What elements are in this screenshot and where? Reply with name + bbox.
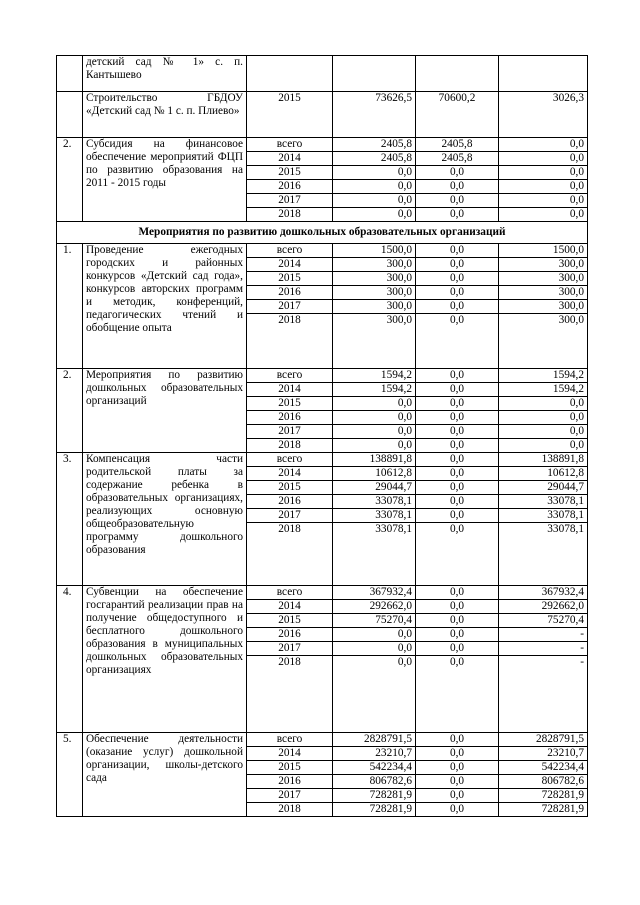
regional-cell: 300,0 <box>499 258 588 272</box>
regional-cell: 1594,2 <box>499 369 588 383</box>
table-row <box>57 138 588 152</box>
total-cell: 367932,4 <box>333 586 416 600</box>
regional-cell: 300,0 <box>499 314 588 369</box>
regional-cell: 0,0 <box>499 180 588 194</box>
item-number <box>57 92 83 138</box>
federal-cell: 70600,2 <box>416 92 499 138</box>
total-cell: 292662,0 <box>333 600 416 614</box>
year-cell: 2016 <box>247 628 333 642</box>
total-cell: 300,0 <box>333 314 416 369</box>
year-cell: 2016 <box>247 180 333 194</box>
regional-cell: 728281,9 <box>499 789 588 803</box>
total-cell: 0,0 <box>333 425 416 439</box>
federal-cell: 0,0 <box>416 314 499 369</box>
total-cell: 300,0 <box>333 300 416 314</box>
federal-cell: 0,0 <box>416 747 499 761</box>
federal-cell: 0,0 <box>416 467 499 481</box>
regional-cell: 300,0 <box>499 272 588 286</box>
total-cell: 728281,9 <box>333 803 416 817</box>
total-cell: 728281,9 <box>333 789 416 803</box>
item-name: Строительство ГБДОУ «Детский сад № 1 с. п. Плиево» <box>83 92 247 138</box>
total-cell: 10612,8 <box>333 467 416 481</box>
regional-cell: 806782,6 <box>499 775 588 789</box>
regional-cell: 1500,0 <box>499 244 588 258</box>
table-row <box>57 453 588 467</box>
federal-cell <box>416 56 499 92</box>
year-cell: 2014 <box>247 258 333 272</box>
federal-cell: 0,0 <box>416 586 499 600</box>
total-cell: 300,0 <box>333 272 416 286</box>
federal-cell: 0,0 <box>416 286 499 300</box>
federal-cell: 0,0 <box>416 614 499 628</box>
federal-cell: 0,0 <box>416 481 499 495</box>
federal-cell: 0,0 <box>416 244 499 258</box>
federal-cell: 0,0 <box>416 495 499 509</box>
item-number: 2. <box>57 138 83 222</box>
federal-cell: 0,0 <box>416 383 499 397</box>
total-cell: 23210,7 <box>333 747 416 761</box>
year-cell <box>247 56 333 92</box>
year-cell: 2014 <box>247 467 333 481</box>
total-cell: 0,0 <box>333 208 416 222</box>
federal-cell: 0,0 <box>416 397 499 411</box>
table-row <box>57 244 588 258</box>
regional-cell: - <box>499 656 588 733</box>
total-cell: 0,0 <box>333 628 416 642</box>
total-cell: 2405,8 <box>333 152 416 166</box>
regional-cell: 0,0 <box>499 411 588 425</box>
federal-cell: 0,0 <box>416 411 499 425</box>
year-cell: 2017 <box>247 642 333 656</box>
total-cell: 73626,5 <box>333 92 416 138</box>
total-cell: 1594,2 <box>333 383 416 397</box>
year-cell: 2017 <box>247 425 333 439</box>
federal-cell: 0,0 <box>416 600 499 614</box>
total-cell: 1594,2 <box>333 369 416 383</box>
federal-cell: 0,0 <box>416 180 499 194</box>
year-cell: 2017 <box>247 509 333 523</box>
year-cell: 2018 <box>247 656 333 733</box>
item-name: Проведение ежегодных городских и районных конкурсов «Детский сад года», конкурсов авторских программ и методик, конференций, педагогических чтений и обобщение опыта <box>83 244 247 369</box>
regional-cell: 33078,1 <box>499 509 588 523</box>
regional-cell: - <box>499 628 588 642</box>
total-cell: 0,0 <box>333 194 416 208</box>
federal-cell: 0,0 <box>416 208 499 222</box>
item-name: Субвенции на обеспечение госгарантий реализации прав на получение общедоступного и бесплатного дошкольного образования в муниципальных дошкольных образовательных организациях <box>83 586 247 733</box>
total-cell: 1500,0 <box>333 244 416 258</box>
year-cell: 2014 <box>247 383 333 397</box>
year-cell: 2016 <box>247 286 333 300</box>
year-cell: 2015 <box>247 761 333 775</box>
regional-cell: 0,0 <box>499 152 588 166</box>
total-cell: 300,0 <box>333 258 416 272</box>
total-cell: 75270,4 <box>333 614 416 628</box>
section-header-row <box>57 222 588 244</box>
regional-cell: 0,0 <box>499 194 588 208</box>
regional-cell: 75270,4 <box>499 614 588 628</box>
regional-cell: 0,0 <box>499 425 588 439</box>
regional-cell: 300,0 <box>499 286 588 300</box>
regional-cell: 728281,9 <box>499 803 588 817</box>
item-number: 3. <box>57 453 83 586</box>
year-cell: 2016 <box>247 775 333 789</box>
regional-cell: 0,0 <box>499 439 588 453</box>
regional-cell: 3026,3 <box>499 92 588 138</box>
federal-cell: 0,0 <box>416 803 499 817</box>
year-cell: 2014 <box>247 600 333 614</box>
item-name: Обеспечение деятельности (оказание услуг) дошкольной организации, школы-детского сада <box>83 733 247 817</box>
regional-cell: 0,0 <box>499 397 588 411</box>
item-number: 2. <box>57 369 83 453</box>
year-cell: 2015 <box>247 272 333 286</box>
regional-cell <box>499 56 588 92</box>
item-name: детский сад № 1» с. п. Кантышево <box>83 56 247 92</box>
federal-cell: 0,0 <box>416 194 499 208</box>
item-name: Субсидия на финансовое обеспечение мероприятий ФЦП по развитию образования на 2011 - 2015 годы <box>83 138 247 222</box>
total-cell: 33078,1 <box>333 509 416 523</box>
total-cell <box>333 56 416 92</box>
year-cell: 2017 <box>247 194 333 208</box>
table-row <box>57 92 588 138</box>
regional-cell: 542234,4 <box>499 761 588 775</box>
total-cell: 542234,4 <box>333 761 416 775</box>
table-row <box>57 56 588 92</box>
federal-cell: 0,0 <box>416 642 499 656</box>
year-cell: 2015 <box>247 92 333 138</box>
year-cell: 2017 <box>247 789 333 803</box>
regional-cell: 0,0 <box>499 208 588 222</box>
year-cell: всего <box>247 733 333 747</box>
item-number: 5. <box>57 733 83 817</box>
federal-cell: 0,0 <box>416 509 499 523</box>
regional-cell: 367932,4 <box>499 586 588 600</box>
regional-cell: 33078,1 <box>499 523 588 586</box>
regional-cell: 138891,8 <box>499 453 588 467</box>
year-cell: всего <box>247 453 333 467</box>
table-row <box>57 369 588 383</box>
total-cell: 2828791,5 <box>333 733 416 747</box>
year-cell: 2018 <box>247 523 333 586</box>
regional-cell: 23210,7 <box>499 747 588 761</box>
year-cell: 2016 <box>247 495 333 509</box>
federal-cell: 0,0 <box>416 425 499 439</box>
year-cell: 2018 <box>247 208 333 222</box>
budget-table <box>56 55 588 817</box>
item-name: Компенсация части родительской платы за содержание ребенка в образовательных организациях, реализующих основную общеобразовательную программу дошкольного образования <box>83 453 247 586</box>
regional-cell: 0,0 <box>499 138 588 152</box>
regional-cell: 2828791,5 <box>499 733 588 747</box>
year-cell: всего <box>247 138 333 152</box>
total-cell: 300,0 <box>333 286 416 300</box>
total-cell: 138891,8 <box>333 453 416 467</box>
regional-cell: 33078,1 <box>499 495 588 509</box>
federal-cell: 0,0 <box>416 166 499 180</box>
regional-cell: 10612,8 <box>499 467 588 481</box>
year-cell: 2014 <box>247 152 333 166</box>
federal-cell: 0,0 <box>416 369 499 383</box>
year-cell: 2015 <box>247 166 333 180</box>
regional-cell: - <box>499 642 588 656</box>
item-number: 4. <box>57 586 83 733</box>
federal-cell: 0,0 <box>416 300 499 314</box>
total-cell: 29044,7 <box>333 481 416 495</box>
regional-cell: 300,0 <box>499 300 588 314</box>
federal-cell: 0,0 <box>416 775 499 789</box>
item-name: Мероприятия по развитию дошкольных образовательных организаций <box>83 369 247 453</box>
year-cell: всего <box>247 244 333 258</box>
year-cell: 2014 <box>247 747 333 761</box>
year-cell: 2018 <box>247 803 333 817</box>
year-cell: всего <box>247 586 333 600</box>
federal-cell: 0,0 <box>416 628 499 642</box>
total-cell: 2405,8 <box>333 138 416 152</box>
total-cell: 0,0 <box>333 439 416 453</box>
item-number: 1. <box>57 244 83 369</box>
total-cell: 0,0 <box>333 397 416 411</box>
year-cell: 2018 <box>247 439 333 453</box>
regional-cell: 292662,0 <box>499 600 588 614</box>
budget-table-body <box>57 56 588 817</box>
year-cell: 2015 <box>247 397 333 411</box>
federal-cell: 2405,8 <box>416 138 499 152</box>
federal-cell: 0,0 <box>416 789 499 803</box>
year-cell: всего <box>247 369 333 383</box>
federal-cell: 0,0 <box>416 761 499 775</box>
total-cell: 0,0 <box>333 411 416 425</box>
regional-cell: 1594,2 <box>499 383 588 397</box>
federal-cell: 0,0 <box>416 656 499 733</box>
federal-cell: 2405,8 <box>416 152 499 166</box>
federal-cell: 0,0 <box>416 258 499 272</box>
federal-cell: 0,0 <box>416 733 499 747</box>
federal-cell: 0,0 <box>416 272 499 286</box>
federal-cell: 0,0 <box>416 523 499 586</box>
total-cell: 33078,1 <box>333 495 416 509</box>
federal-cell: 0,0 <box>416 453 499 467</box>
total-cell: 33078,1 <box>333 523 416 586</box>
federal-cell: 0,0 <box>416 439 499 453</box>
item-number <box>57 56 83 92</box>
year-cell: 2017 <box>247 300 333 314</box>
year-cell: 2016 <box>247 411 333 425</box>
regional-cell: 29044,7 <box>499 481 588 495</box>
total-cell: 0,0 <box>333 166 416 180</box>
total-cell: 0,0 <box>333 180 416 194</box>
total-cell: 0,0 <box>333 642 416 656</box>
total-cell: 806782,6 <box>333 775 416 789</box>
table-row <box>57 733 588 747</box>
regional-cell: 0,0 <box>499 166 588 180</box>
year-cell: 2015 <box>247 614 333 628</box>
total-cell: 0,0 <box>333 656 416 733</box>
year-cell: 2018 <box>247 314 333 369</box>
table-row <box>57 586 588 600</box>
section-title: Мероприятия по развитию дошкольных образовательных организаций <box>57 222 588 244</box>
year-cell: 2015 <box>247 481 333 495</box>
